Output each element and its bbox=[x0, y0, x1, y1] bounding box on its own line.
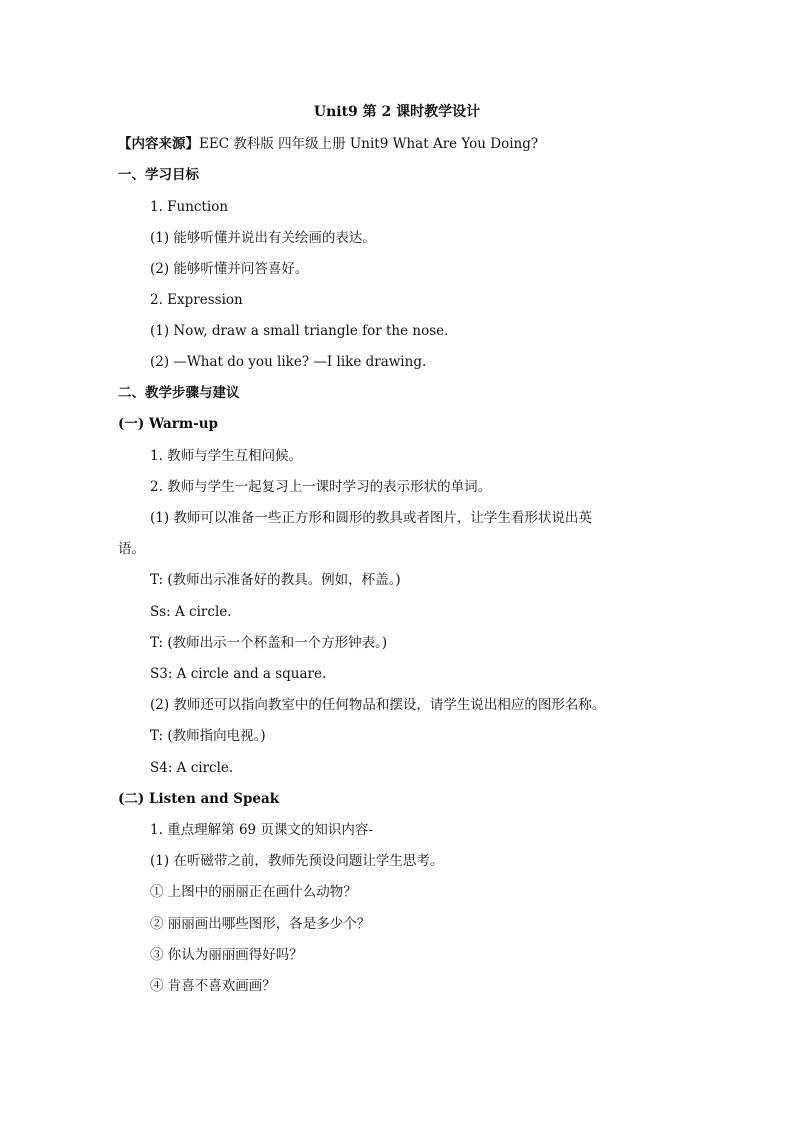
content-source-text: EEC 教科版 四年级上册 Unit9 What Are You Doing? bbox=[199, 136, 539, 152]
warmup-step-2-1-cont: 语。 bbox=[118, 541, 145, 557]
expression-item-1: (1) Now, draw a small triangle for the nose. bbox=[150, 323, 449, 339]
dialogue-line-t3: T: (教师指向电视。) bbox=[150, 728, 266, 744]
warmup-step-2-2: (2) 教师还可以指向教室中的任何物品和摆设，请学生说出相应的图形名称。 bbox=[150, 697, 606, 713]
listen-step-1: 1. 重点理解第 69 页课文的知识内容- bbox=[150, 822, 373, 838]
warmup-step-2-1: (1) 教师可以准备一些正方形和圆形的教具或者图片，让学生看形状说出英 bbox=[150, 510, 592, 526]
content-source bbox=[118, 134, 718, 154]
dialogue-line-t2: T: (教师出示一个杯盖和一个方形钟表。) bbox=[150, 635, 388, 651]
warmup-heading: (一) Warm-up bbox=[118, 416, 218, 432]
expression-heading: 2. Expression bbox=[150, 292, 243, 308]
dialogue-line-s3: S3: A circle and a square. bbox=[150, 666, 327, 682]
section-heading-objectives: 一、学习目标 bbox=[118, 167, 199, 183]
dialogue-line-t1: T: (教师出示准备好的教具。例如，杯盖。) bbox=[150, 572, 401, 588]
document-title: Unit9 第 2 课时教学设计 bbox=[313, 104, 481, 120]
warmup-step-2: 2. 教师与学生一起复习上一课时学习的表示形状的单词。 bbox=[150, 479, 492, 495]
content-source-label: 【内容来源】 bbox=[118, 136, 199, 152]
function-heading: 1. Function bbox=[150, 199, 229, 215]
section-heading-steps: 二、教学步骤与建议 bbox=[118, 385, 240, 401]
dialogue-line-ss: Ss: A circle. bbox=[150, 604, 232, 620]
function-item-2: (2) 能够听懂并问答喜好。 bbox=[150, 261, 309, 277]
dialogue-line-s4: S4: A circle. bbox=[150, 760, 234, 776]
function-item-1: (1) 能够听懂并说出有关绘画的表达。 bbox=[150, 230, 376, 246]
question-2: ② 丽丽画出哪些图形，各是多少个？ bbox=[150, 916, 371, 932]
listen-speak-heading: (二) Listen and Speak bbox=[118, 791, 280, 807]
expression-item-2: (2) —What do you like? —I like drawing. bbox=[150, 354, 427, 370]
listen-step-1-1: (1) 在听磁带之前，教师先预设问题让学生思考。 bbox=[150, 853, 444, 869]
question-1: ① 上图中的丽丽正在画什么动物？ bbox=[150, 884, 357, 900]
warmup-step-1: 1. 教师与学生互相问候。 bbox=[150, 448, 303, 464]
question-4: ④ 肯喜不喜欢画画？ bbox=[150, 978, 276, 994]
question-3: ③ 你认为丽丽画得好吗？ bbox=[150, 947, 303, 963]
